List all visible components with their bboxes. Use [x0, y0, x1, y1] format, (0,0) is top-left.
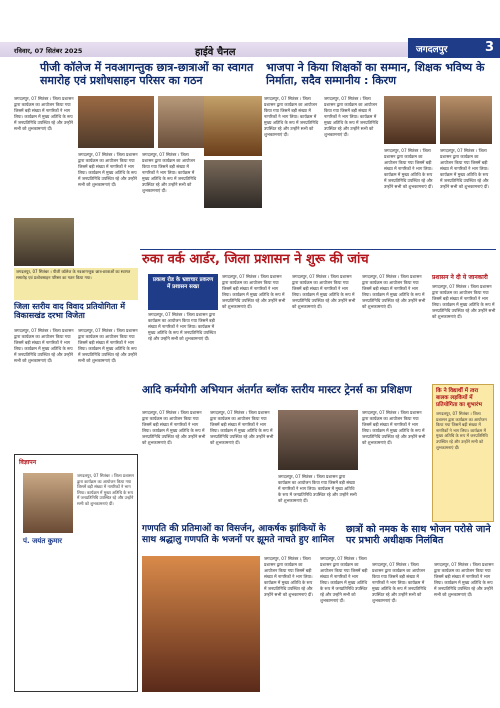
ad-name: पं. जयंत कुमार — [23, 537, 62, 545]
story1-caption: जगदलपुर, 07 सितंबर । पीजी कॉलेज के नवआगन्तुक छात्र-छात्राओं का स्वागत समारोह एवं प्रशोधसाहन परिसर का गठन किया गया। — [14, 268, 138, 300]
story5-text-col3: जगदलपुर, 07 सितंबर । जिला प्रशासन द्वारा कार्यक्रम का आयोजन किया गया जिसमें बड़ी संख्या में नागरिकों ने भाग लिया। कार्यक्रम में मुख्य अतिथि के रूप में जनप्रतिनिधि उपस्थित रहे और उन्होंने सभी को शुभकामनाएं दीं। — [278, 474, 357, 503]
story7-text-col2: जगदलपुर, 07 सितंबर । जिला प्रशासन द्वारा कार्यक्रम का आयोजन किया गया जिसमें बड़ी संख्या में नागरिकों ने भाग लिया। कार्यक्रम में मुख्य अतिथि के रूप में जनप्रतिनिधि उपस्थित रहे और उन्होंने सभी को शुभकामनाएं दीं। — [434, 562, 494, 597]
story2-photo-1 — [204, 96, 262, 156]
story2-text-col3: जगदलपुर, 07 सितंबर । जिला प्रशासन द्वारा कार्यक्रम का आयोजन किया गया जिसमें बड़ी संख्या में नागरिकों ने भाग लिया। कार्यक्रम में मुख्य अतिथि के रूप में जनप्रतिनिधि उपस्थित रहे और उन्होंने सभी को शुभकामनाएं दीं। — [384, 148, 433, 189]
story2-text-col4: जगदलपुर, 07 सितंबर । जिला प्रशासन द्वारा कार्यक्रम का आयोजन किया गया जिसमें बड़ी संख्या में नागरिकों ने भाग लिया। कार्यक्रम में मुख्य अतिथि के रूप में जनप्रतिनिधि उपस्थित रहे और उन्होंने सभी को शुभकामनाएं दीं। — [440, 148, 489, 189]
story1-text-col2: जगदलपुर, 07 सितंबर । जिला प्रशासन द्वारा कार्यक्रम का आयोजन किया गया जिसमें बड़ी संख्या में नागरिकों ने भाग लिया। कार्यक्रम में मुख्य अतिथि के रूप में जनप्रतिनिधि उपस्थित रहे और उन्होंने सभी को शुभकामनाएं दीं। — [78, 152, 138, 187]
story4-headline: रुका वर्क आर्डर, जिला प्रशासन ने शुरू की जांच — [142, 252, 369, 267]
story4-text-col5: जगदलपुर, 07 सितंबर । जिला प्रशासन द्वारा कार्यक्रम का आयोजन किया गया जिसमें बड़ी संख्या में नागरिकों ने भाग लिया। कार्यक्रम में मुख्य अतिथि के रूप में जनप्रतिनिधि उपस्थित रहे और उन्होंने सभी को शुभकामनाएं दीं। — [432, 284, 496, 319]
story1-photo-1 — [78, 96, 154, 148]
story1-text-col3: जगदलपुर, 07 सितंबर । जिला प्रशासन द्वारा कार्यक्रम का आयोजन किया गया जिसमें बड़ी संख्या में नागरिकों ने भाग लिया। कार्यक्रम में मुख्य अतिथि के रूप में जनप्रतिनिधि उपस्थित रहे और उन्होंने सभी को शुभकामनाएं दीं। — [142, 152, 197, 193]
story5-photo — [278, 410, 358, 470]
ad-title: विज्ञापन — [19, 459, 37, 466]
masthead — [0, 0, 500, 58]
story2-text-col1: जगदलपुर, 07 सितंबर । जिला प्रशासन द्वारा कार्यक्रम का आयोजन किया गया जिसमें बड़ी संख्या में नागरिकों ने भाग लिया। कार्यक्रम में मुख्य अतिथि के रूप में जनप्रतिनिधि उपस्थित रहे और उन्होंने सभी को शुभकामनाएं दीं। — [264, 96, 319, 137]
page-number: 3 — [484, 40, 494, 55]
story6-text-col2: जगदलपुर, 07 सितंबर । जिला प्रशासन द्वारा कार्यक्रम का आयोजन किया गया जिसमें बड़ी संख्या में नागरिकों ने भाग लिया। कार्यक्रम में मुख्य अतिथि के रूप में जनप्रतिनिधि उपस्थित रहे और उन्होंने सभी को शुभकामनाएं दीं। — [320, 556, 368, 603]
sidebox-text: जगदलपुर, 07 सितंबर । जिला प्रशासन द्वारा कार्यक्रम का आयोजन किया गया जिसमें बड़ी संख्या में नागरिकों ने भाग लिया। कार्यक्रम में मुख्य अतिथि के रूप में जनप्रतिनिधि उपस्थित रहे और उन्होंने सभी को शुभकामनाएं दीं। — [436, 411, 488, 450]
story3-headline: जिला स्तरीय वाद विवाद प्रतियोगिता में विकासखंड दरभा विजेता — [14, 302, 126, 321]
story5-text-col2: जगदलपुर, 07 सितंबर । जिला प्रशासन द्वारा कार्यक्रम का आयोजन किया गया जिसमें बड़ी संख्या में नागरिकों ने भाग लिया। कार्यक्रम में मुख्य अतिथि के रूप में जनप्रतिनिधि उपस्थित रहे और उन्होंने सभी को शुभकामनाएं दीं। — [210, 410, 274, 445]
story6-photo — [142, 556, 260, 692]
story2-photo-4 — [204, 160, 262, 208]
sidebox-headline: कि ने विद्यार्थी में त्वरा बालक लड़कियों में प्रतियोगिता का शुभारंभ — [436, 388, 483, 408]
city-box — [408, 38, 500, 58]
story4-rule — [140, 249, 496, 250]
issue-date: रविवार, 07 सितंबर 2025 — [14, 47, 83, 55]
story7-sidebox — [432, 384, 494, 522]
story3-text-col1: जगदलपुर, 07 सितंबर । जिला प्रशासन द्वारा कार्यक्रम का आयोजन किया गया जिसमें बड़ी संख्या में नागरिकों ने भाग लिया। कार्यक्रम में मुख्य अतिथि के रूप में जनप्रतिनिधि उपस्थित रहे और उन्होंने सभी को शुभकामनाएं दीं। — [14, 328, 74, 363]
story1-headline: पीजी कॉलेज में नवआगन्तुक छात्र-छात्राओं का स्वागत समारोह एवं प्रशोधसाहन परिसर का गठन — [40, 61, 254, 87]
story7-text-col1: जगदलपुर, 07 सितंबर । जिला प्रशासन द्वारा कार्यक्रम का आयोजन किया गया जिसमें बड़ी संख्या में नागरिकों ने भाग लिया। कार्यक्रम में मुख्य अतिथि के रूप में जनप्रतिनिधि उपस्थित रहे और उन्होंने सभी को शुभकामनाएं दीं। — [372, 562, 427, 603]
story5-text-col1: जगदलपुर, 07 सितंबर । जिला प्रशासन द्वारा कार्यक्रम का आयोजन किया गया जिसमें बड़ी संख्या में नागरिकों ने भाग लिया। कार्यक्रम में मुख्य अतिथि के रूप में जनप्रतिनिधि उपस्थित रहे और उन्होंने सभी को शुभकामनाएं दीं। — [142, 410, 206, 445]
story1-photo-3 — [14, 218, 74, 266]
story4-text-col2: जगदलपुर, 07 सितंबर । जिला प्रशासन द्वारा कार्यक्रम का आयोजन किया गया जिसमें बड़ी संख्या में नागरिकों ने भाग लिया। कार्यक्रम में मुख्य अतिथि के रूप में जनप्रतिनिधि उपस्थित रहे और उन्होंने सभी को शुभकामनाएं दीं। — [222, 274, 286, 309]
advertisement — [14, 454, 138, 692]
story3-text-col2: जगदलपुर, 07 सितंबर । जिला प्रशासन द्वारा कार्यक्रम का आयोजन किया गया जिसमें बड़ी संख्या में नागरिकों ने भाग लिया। कार्यक्रम में मुख्य अतिथि के रूप में जनप्रतिनिधि उपस्थित रहे और उन्होंने सभी को शुभकामनाएं दीं। — [78, 328, 138, 363]
publication-title: हाईवे चैनल — [195, 47, 236, 58]
story4-text-col1: जगदलपुर, 07 सितंबर । जिला प्रशासन द्वारा कार्यक्रम का आयोजन किया गया जिसमें बड़ी संख्या में नागरिकों ने भाग लिया। कार्यक्रम में मुख्य अतिथि के रूप में जनप्रतिनिधि उपस्थित रहे और उन्होंने सभी को शुभकामनाएं दीं। — [148, 312, 216, 341]
story5-text-col4: जगदलपुर, 07 सितंबर । जिला प्रशासन द्वारा कार्यक्रम का आयोजन किया गया जिसमें बड़ी संख्या में नागरिकों ने भाग लिया। कार्यक्रम में मुख्य अतिथि के रूप में जनप्रतिनिधि उपस्थित रहे और उन्होंने सभी को शुभकामनाएं दीं। — [362, 410, 426, 445]
story6-headline: गणपति की प्रतिमाओं का विसर्जन, आकर्षक झांकियों के साथ श्रद्धालु गणपति के भजनों पर झूमते नाचते हुए शामिल — [142, 524, 335, 545]
story4-text-col4: जगदलपुर, 07 सितंबर । जिला प्रशासन द्वारा कार्यक्रम का आयोजन किया गया जिसमें बड़ी संख्या में नागरिकों ने भाग लिया। कार्यक्रम में मुख्य अतिथि के रूप में जनप्रतिनिधि उपस्थित रहे और उन्होंने सभी को शुभकामनाएं दीं। — [362, 274, 426, 309]
story2-headline: भाजपा ने किया शिक्षकों का सम्मान, शिक्षक भविष्य के निर्माता, सदैव सम्मानीय : किरण — [266, 61, 485, 87]
city-name: जगदलपुर — [416, 45, 448, 55]
story7-headline: छात्रों को नमक के साथ भोजन परोसे जाने पर प्रभारी अधीक्षक निलंबित — [346, 524, 491, 547]
story5-headline: आदि कर्मयोगी अभियान अंतर्गत ब्लॉक स्तरीय मास्टर ट्रेनर्स का प्रशिक्षण — [142, 384, 412, 396]
ad-text: जगदलपुर, 07 सितंबर । जिला प्रशासन द्वारा कार्यक्रम का आयोजन किया गया जिसमें बड़ी संख्या में नागरिकों ने भाग लिया। कार्यक्रम में मुख्य अतिथि के रूप में जनप्रतिनिधि उपस्थित रहे और उन्होंने सभी को शुभकामनाएं दीं। — [77, 473, 134, 506]
story2-text-col2: जगदलपुर, 07 सितंबर । जिला प्रशासन द्वारा कार्यक्रम का आयोजन किया गया जिसमें बड़ी संख्या में नागरिकों ने भाग लिया। कार्यक्रम में मुख्य अतिथि के रूप में जनप्रतिनिधि उपस्थित रहे और उन्होंने सभी को शुभकामनाएं दीं। — [324, 96, 379, 137]
story4-box-text: प्रकाश रोड के भ्रष्टाचार प्रकरण में प्रशासन सख्त — [152, 277, 214, 290]
story4-kicker: प्रशासन ने दी ये जानकारी — [432, 274, 488, 281]
story4-kicker-box — [148, 274, 218, 310]
story6-text-col1: जगदलपुर, 07 सितंबर । जिला प्रशासन द्वारा कार्यक्रम का आयोजन किया गया जिसमें बड़ी संख्या में नागरिकों ने भाग लिया। कार्यक्रम में मुख्य अतिथि के रूप में जनप्रतिनिधि उपस्थित रहे और उन्होंने सभी को शुभकामनाएं दीं। — [264, 556, 313, 597]
story4-text-col3: जगदलपुर, 07 सितंबर । जिला प्रशासन द्वारा कार्यक्रम का आयोजन किया गया जिसमें बड़ी संख्या में नागरिकों ने भाग लिया। कार्यक्रम में मुख्य अतिथि के रूप में जनप्रतिनिधि उपस्थित रहे और उन्होंने सभी को शुभकामनाएं दीं। — [292, 274, 356, 309]
story1-text-col1: जगदलपुर, 07 सितंबर । जिला प्रशासन द्वारा कार्यक्रम का आयोजन किया गया जिसमें बड़ी संख्या में नागरिकों ने भाग लिया। कार्यक्रम में मुख्य अतिथि के रूप में जनप्रतिनिधि उपस्थित रहे और उन्होंने सभी को शुभकामनाएं दीं। — [14, 96, 74, 131]
story2-photo-3 — [440, 96, 492, 144]
ad-photo — [23, 473, 73, 533]
story2-photo-2 — [384, 96, 436, 144]
